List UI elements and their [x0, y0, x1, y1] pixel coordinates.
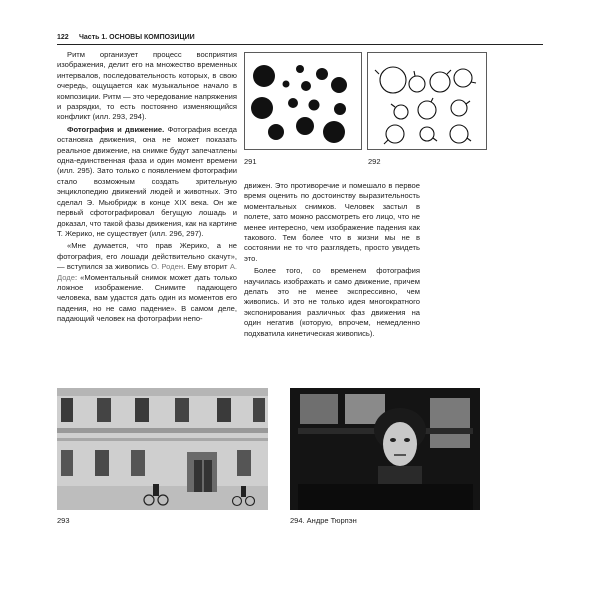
text-column-right	[244, 181, 420, 341]
paragraph-continued: движен. Это противоречие и помешало в первое время оценить по достоинству выразительность моментальных снимков. Человек застыл в полете, зато можно рассмотреть его лицо, что не менее интересно, чем изображение падения как такового. Тем более что в жизни мы не в состоянии не то что разглядеть, просто увидеть это.	[244, 181, 420, 263]
page-number: 122	[57, 34, 69, 41]
name-rodin: О. Роден	[151, 262, 184, 272]
page-header	[57, 34, 543, 45]
chapter-title: Часть 1. ОСНОВЫ КОМПОЗИЦИИ	[79, 34, 195, 41]
caption-294: 294. Андре Тюрпэн	[290, 516, 357, 525]
paragraph-rhythm: Ритм организует процесс восприятия изображения, делит его на множество временных интервалов, последовательность которых, в свою очередь, ощущается как музыкальное начало в композиции. Ритм — это чередование напряжения и разрядки, то есть постоянно изменяющийся конфликт (илл. 293, 294).	[57, 50, 237, 122]
text-column-left	[57, 50, 237, 327]
name-daudet: А. Доде	[57, 262, 237, 282]
quote-text: «Мне думается, что прав Жерико, а не фотография, его лошади действительно скачут», — вступился за живопись	[57, 241, 237, 272]
paragraph-quote	[57, 241, 237, 324]
photo-294	[290, 388, 480, 510]
paragraph-text: Фотография всегда остановка движения, она не может показать реальное движение, на снимке будут запечатлены одна-единственная фаза и один момент времени (илл. 295). Зато только с появлением фотографии стало возможным создать зрительную энциклопедию движений людей и животных. Это сделал Э. Мьюбридж в конце XIX века. Он же первый сфотографировал бегущую лошадь и доказал, что такой фазы движения, как на картине Т. Жерико, не существует (илл. 296, 297).	[57, 124, 237, 238]
quote-text: : «Моментальный снимок может дать только ложное изображение. Снимите падающего человека, вам удастся дать один из моментов его падения, но не само падение». В самом деле, падающий человек на фотографии непо-	[57, 272, 237, 324]
caption-291: 291	[244, 157, 257, 166]
section-heading: Фотография и движение.	[67, 124, 165, 134]
photo-293	[57, 388, 268, 510]
caption-293: 293	[57, 516, 70, 525]
figure-292	[367, 52, 487, 150]
figure-291	[244, 52, 362, 150]
paragraph-photo-motion	[57, 125, 237, 239]
paragraph-moreover: Более того, со временем фотография научилась изображать и само движение, причем делать это не менее экспрессивно, чем живопись. И это не только идея многократного экспонирования различных фаз движения на один негатив (которую, впрочем, немедленно подхватила кинетическая живопись).	[244, 266, 420, 338]
quote-text: . Ему вторит	[183, 262, 230, 272]
caption-292: 292	[368, 157, 381, 166]
